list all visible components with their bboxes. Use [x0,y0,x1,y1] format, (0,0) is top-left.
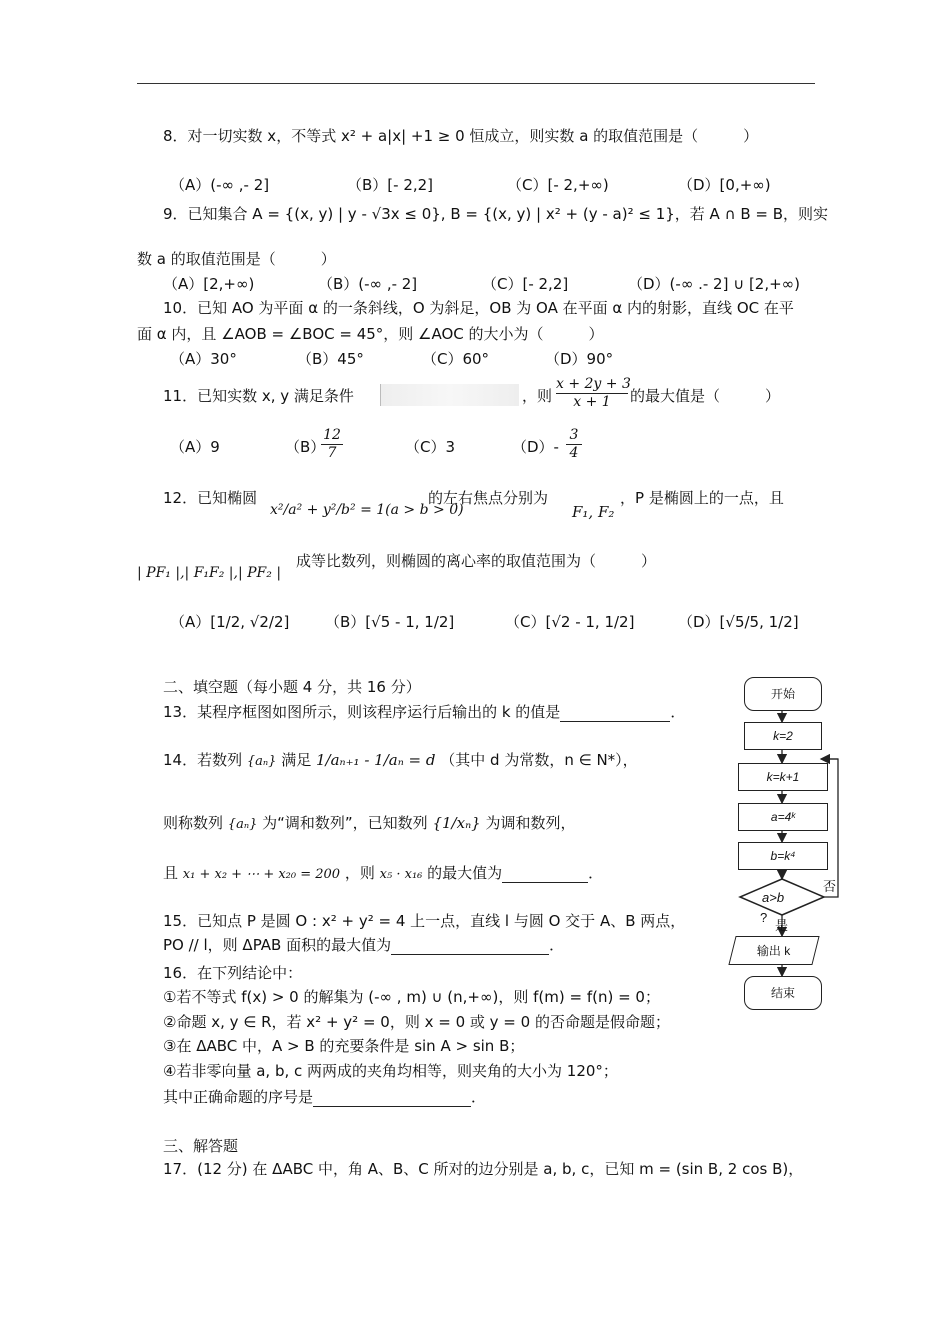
q10-option-a: （A）30° [170,350,237,368]
flowchart-init: k=2 [744,722,822,750]
q12-option-a: （A）[1/2, √2/2] [170,613,290,631]
q11-stem-a: 11．已知实数 x, y 满足条件 [163,387,354,405]
q8-option-d: （D）[0,+∞) [678,176,771,194]
q8-option-a: （A）(-∞ ,- 2] [170,176,270,194]
q9-option-a: （A）[2,+∞) [163,275,255,293]
q11-option-d-fraction [566,427,582,462]
flowchart-condition: a>b [762,890,785,905]
q12-stem-c: ，P 是椭圆上的一点，且 [620,489,784,507]
q10-stem-line1: 10．已知 AO 为平面 α 的一条斜线，O 为斜足，OB 为 OA 在平面 α 内的射影，直线 OC 在平 [163,299,794,317]
q14-prod: x₅ · x₁₆ [379,867,423,882]
q11-fraction-den: x + 1 [573,394,611,410]
q12-option-c: （C）[√2 - 1, 1/2] [505,613,635,631]
q16-item-3: ③在 ΔABC 中，A > B 的充要条件是 sin A > sin B； [163,1037,525,1055]
flowchart-assign-b: b=k⁴ [738,842,828,870]
q11-option-b-fraction [321,427,343,462]
flowchart-end: 结束 [744,976,822,1010]
q14-line2 [163,812,576,833]
q16-item-2: ②命题 x, y ∈ R，若 x² + y² = 0，则 x = 0 或 y = 0 的否命题是假命题； [163,1013,670,1031]
q12-line2-text: 成等比数列，则椭圆的离心率的取值范围为（ ） [296,552,657,570]
q11-stem-b: ，则 [522,387,553,405]
q16-stem: 其中正确命题的序号是 [163,1088,314,1106]
q9-stem-line1: 9．已知集合 A = {(x, y) | y - √3x ≤ 0}, B = {(x, y) | x² + (y - a)² ≤ 1}，若 A ∩ B = B，则实 [163,205,829,223]
q11-fraction-num: x + 2y + 3 [556,376,631,392]
section2-heading: 二、填空题（每小题 4 分，共 16 分） [163,678,421,696]
q16-item-4: ④若非零向量 a, b, c 两两成的夹角均相等，则夹角的大小为 120°； [163,1062,618,1080]
q14-stem-3a: 且 [163,864,179,882]
q12-stem-a: 12．已知椭圆 [163,489,258,507]
q11-fraction [556,376,631,411]
flowchart-yes-label: 是 [775,918,789,933]
q9-option-d: （D）(-∞ .- 2] ∪ [2,+∞) [628,275,801,293]
q11-option-c: （C）3 [405,438,456,456]
q9-option-b: （B）(-∞ ,- 2] [318,275,418,293]
q14-stem-1c: （其中 d 为常数，n ∈ N*）， [440,751,638,769]
q8-option-b: （B）[- 2,2] [347,176,434,194]
q10-option-d: （D）90° [545,350,614,368]
top-rule [137,83,815,84]
q14-an: {aₙ} [246,754,277,769]
flowchart-qmark: ? [760,910,768,925]
flowchart-output [728,936,819,965]
q15-answer-blank [391,938,549,955]
q14-an-2: {aₙ} [227,817,258,832]
q10-stem-line2: 面 α 内，且 ∠AOB = ∠BOC = 45°，则 ∠AOC 的大小为（ ） [137,325,604,343]
q11-option-a: （A）9 [170,438,220,456]
q14-stem-3b: ，则 [344,864,375,882]
q14-line3: 且 x₁ + x₂ + ⋯ + x₂₀ = 200 ，则 x₅ · x₁₆ 的最大值为 ． [163,864,604,882]
q12-ellipse-eq: x²/a² + y²/b² = 1(a > b > 0) [270,502,464,518]
q11-stem-c: 的最大值是（ ） [630,387,781,405]
flowchart-output-label: 输出 k [757,943,791,958]
q12-stem-b: 的左右焦点分别为 [428,489,549,507]
q11-option-d-den: 4 [569,445,579,461]
q14-sum: x₁ + x₂ + ⋯ + x₂₀ = 200 [182,867,341,882]
q14-xn: {1/xₙ} [432,814,481,832]
q13-stem: 13．某程序框图如图所示，则该程序运行后输出的 k 的值是 [163,703,561,721]
q15-line2: PO // l，则 ΔPAB 面积的最大值为 ． [163,936,565,954]
q16-item-1: ①若不等式 f(x) > 0 的解集为 (-∞ , m) ∪ (n,+∞)，则 f(m) = f(n) = 0； [163,988,660,1006]
q11-option-d-label: （D）- [512,438,559,456]
q10-option-b: （B）45° [297,350,364,368]
q8-option-c: （C）[- 2,+∞) [507,176,609,194]
q12-foci: F₁, F₂ [572,503,615,521]
q13-text: 13．某程序框图如图所示，则该程序运行后输出的 k 的值是 ． [163,703,686,721]
flowchart-step: k=k+1 [738,763,828,791]
q8-stem: 8．对一切实数 x，不等式 x² + a|x| +1 ≥ 0 恒成立，则实数 a 的取值范围是（ ） [163,127,759,145]
flowchart-start: 开始 [744,677,822,711]
q16-answer-blank [313,1090,471,1107]
q14-formula: 1/aₙ₊₁ - 1/aₙ = d [316,751,436,769]
q11-option-d-num: 3 [566,427,582,445]
q12-line2-abs: | PF₁ |,| F₁F₂ |,| PF₂ | [137,565,282,581]
q14-stem-1a: 14．若数列 [163,751,243,769]
q14-stem-2c: 为调和数列， [485,814,576,832]
q11-constraint-image [380,384,519,406]
q13-answer-blank [560,705,670,722]
section3-heading: 三、解答题 [163,1137,239,1155]
q14-stem-2b: 为“调和数列”，已知数列 [262,814,428,832]
q14-stem-3c: 的最大值为 [427,864,503,882]
q9-stem-line2: 数 a 的取值范围是（ ） [137,250,336,268]
q9-option-c: （C）[- 2,2] [482,275,569,293]
q11-option-b-label: （B） [285,438,326,456]
q17-text: 17．(12 分) 在 ΔABC 中，角 A、B、C 所对的边分别是 a, b, c，已知 m = (sin B, 2 cos B)， [163,1160,804,1178]
q12-option-b: （B）[√5 - 1, 1/2] [325,613,455,631]
q10-option-c: （C）60° [422,350,490,368]
q14-answer-blank [502,866,588,883]
q14-stem-2a: 则称数列 [163,814,224,832]
q14-line1 [163,749,638,770]
q12-option-d: （D）[√5/5, 1/2] [678,613,799,631]
q11-option-b-num: 12 [321,427,343,445]
q15-line1: 15．已知点 P 是圆 O : x² + y² = 4 上一点，直线 l 与圆 O 交于 A、B 两点， [163,912,686,930]
q16-head: 16．在下列结论中： [163,964,303,982]
q11-option-b-den: 7 [327,445,337,461]
q14-stem-1b: 满足 [281,751,312,769]
flowchart-assign-a: a=4ᵏ [738,803,828,831]
q16-tail: 其中正确命题的序号是 ． [163,1088,487,1106]
q15-stem: PO // l，则 ΔPAB 面积的最大值为 [163,936,392,954]
flowchart-no-label: 否 [823,879,837,894]
